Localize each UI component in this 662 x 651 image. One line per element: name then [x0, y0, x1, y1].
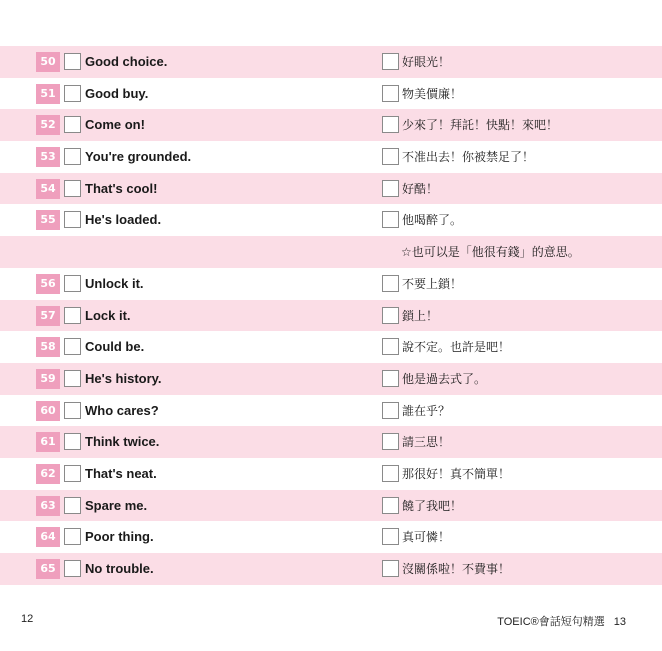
chinese-checkbox[interactable]	[382, 370, 399, 387]
english-checkbox[interactable]	[64, 402, 81, 419]
chinese-translation: 物美價廉！	[402, 86, 463, 101]
english-checkbox[interactable]	[64, 148, 81, 165]
phrase-row	[0, 490, 662, 522]
english-phrase: Spare me.	[85, 497, 148, 513]
phrase-row	[0, 204, 662, 236]
english-phrase: Think twice.	[85, 434, 160, 450]
english-checkbox[interactable]	[64, 211, 81, 228]
chinese-checkbox[interactable]	[382, 307, 399, 324]
english-phrase: Could be.	[85, 339, 145, 355]
right-page-number: 13	[613, 616, 626, 628]
english-checkbox[interactable]	[64, 465, 81, 482]
chinese-checkbox[interactable]	[382, 180, 399, 197]
phrase-number-badge: 60	[36, 401, 60, 421]
english-checkbox[interactable]	[64, 85, 81, 102]
chinese-translation: 他是過去式了。	[402, 371, 487, 386]
chinese-checkbox[interactable]	[382, 211, 399, 228]
chinese-checkbox[interactable]	[382, 275, 399, 292]
note-row	[0, 236, 662, 268]
phrase-number-badge: 64	[36, 527, 60, 547]
english-checkbox[interactable]	[64, 307, 81, 324]
chinese-translation: 他喝醉了。	[402, 213, 463, 228]
english-phrase: You're grounded.	[85, 149, 192, 165]
phrase-number-badge: 54	[36, 179, 60, 199]
english-checkbox[interactable]	[64, 180, 81, 197]
phrase-row	[0, 395, 662, 427]
chinese-checkbox[interactable]	[382, 148, 399, 165]
english-phrase: Come on!	[85, 117, 145, 133]
phrase-number-badge: 53	[36, 147, 60, 167]
chinese-checkbox[interactable]	[382, 528, 399, 545]
english-phrase: He's history.	[85, 370, 162, 386]
english-phrase: Good choice.	[85, 54, 168, 69]
phrase-row	[0, 458, 662, 490]
english-checkbox[interactable]	[64, 528, 81, 545]
english-phrase: He's loaded.	[85, 212, 162, 228]
chinese-translation: 不要上鎖！	[402, 276, 463, 291]
chinese-translation: 少來了！拜託！快點！來吧！	[402, 118, 559, 133]
english-checkbox[interactable]	[64, 116, 81, 133]
chinese-checkbox[interactable]	[382, 560, 399, 577]
chinese-translation: 真可憐！	[402, 530, 451, 545]
phrase-number-badge: 59	[36, 369, 60, 389]
phrase-row	[0, 426, 662, 458]
chinese-translation: 好酷！	[402, 181, 439, 196]
phrase-number-badge: 56	[36, 274, 60, 294]
phrase-number-badge: 63	[36, 496, 60, 516]
english-phrase: No trouble.	[85, 561, 154, 576]
chinese-checkbox[interactable]	[382, 116, 399, 133]
english-checkbox[interactable]	[64, 53, 81, 70]
english-phrase: Lock it.	[85, 307, 131, 323]
english-phrase: Good buy.	[85, 85, 149, 101]
phrase-number-badge: 51	[36, 84, 60, 104]
english-phrase: That's neat.	[85, 465, 157, 481]
chinese-checkbox[interactable]	[382, 338, 399, 355]
phrase-row	[0, 553, 662, 585]
chinese-translation: 那很好！真不簡單！	[402, 466, 511, 481]
english-phrase: Poor thing.	[85, 529, 154, 545]
chinese-translation: 說不定。也許是吧！	[402, 340, 511, 355]
phrase-number-badge: 52	[36, 115, 60, 135]
english-checkbox[interactable]	[64, 560, 81, 577]
phrase-row	[0, 363, 662, 395]
english-phrase: Who cares?	[85, 402, 159, 418]
left-page-number: 12	[21, 613, 34, 625]
phrase-number-badge: 58	[36, 337, 60, 357]
phrase-number-badge: 65	[36, 559, 60, 579]
chinese-checkbox[interactable]	[382, 402, 399, 419]
english-checkbox[interactable]	[64, 275, 81, 292]
phrase-row	[0, 331, 662, 363]
phrase-row	[0, 109, 662, 141]
phrase-number-badge: 55	[36, 210, 60, 230]
english-phrase: That's cool!	[85, 180, 158, 196]
footer-right	[488, 613, 626, 629]
phrase-row	[0, 141, 662, 173]
chinese-checkbox[interactable]	[382, 497, 399, 514]
chinese-checkbox[interactable]	[382, 433, 399, 450]
phrase-row	[0, 78, 662, 110]
chinese-translation: 請三思！	[402, 435, 451, 450]
chinese-checkbox[interactable]	[382, 85, 399, 102]
phrase-row	[0, 521, 662, 553]
chinese-translation: 不准出去！你被禁足了！	[402, 150, 535, 165]
phrase-row	[0, 46, 662, 78]
phrase-list	[0, 46, 662, 585]
english-checkbox[interactable]	[64, 497, 81, 514]
chinese-translation: 鎖上！	[402, 308, 439, 323]
english-checkbox[interactable]	[64, 370, 81, 387]
chinese-translation: 好眼光！	[402, 55, 451, 69]
phrase-row	[0, 300, 662, 332]
chinese-translation: 饒了我吧！	[402, 498, 463, 513]
phrase-number-badge: 61	[36, 432, 60, 452]
phrase-row	[0, 173, 662, 205]
english-checkbox[interactable]	[64, 433, 81, 450]
chinese-translation: 沒關係啦！不費事！	[402, 562, 511, 576]
phrase-number-badge: 50	[36, 52, 60, 72]
chinese-checkbox[interactable]	[382, 53, 399, 70]
phrase-number-badge: 57	[36, 306, 60, 326]
phrase-note: ☆也可以是「他很有錢」的意思。	[401, 245, 580, 260]
english-phrase: Unlock it.	[85, 275, 144, 291]
phrase-number-badge: 62	[36, 464, 60, 484]
chinese-translation: 誰在乎？	[402, 403, 451, 418]
book-title: TOEIC®會話短句精選	[497, 616, 605, 628]
phrase-row	[0, 268, 662, 300]
english-checkbox[interactable]	[64, 338, 81, 355]
chinese-checkbox[interactable]	[382, 465, 399, 482]
